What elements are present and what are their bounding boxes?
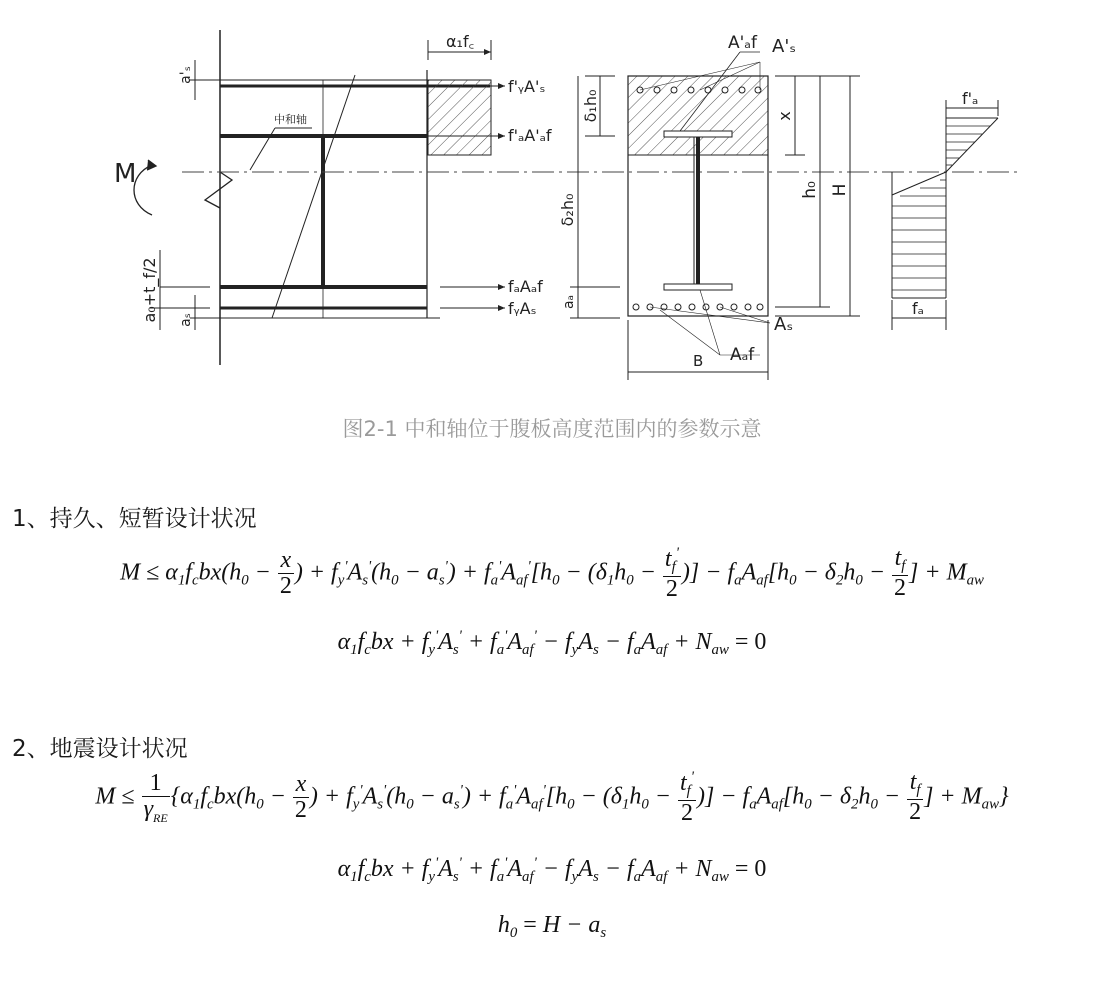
fa-bottom-stress-label: fₐ bbox=[912, 299, 924, 318]
B-dim: B bbox=[693, 352, 704, 370]
fy-as-top-label: f'ᵧA'ₛ bbox=[508, 77, 546, 96]
H-dim: H bbox=[830, 183, 850, 197]
fa-top-stress-label: f'ₐ bbox=[962, 89, 979, 108]
figure-caption: 图2-1 中和轴位于腹板高度范围内的参数示意 bbox=[342, 417, 762, 441]
gamma-symbol: γ bbox=[143, 796, 154, 823]
aaf-top-label: A'ₐf bbox=[728, 33, 757, 53]
section-diagram bbox=[0, 0, 1104, 400]
equation-force-seismic: $\alpha_1f_cbx + f_y'A_s' + f_a'A_{af}' - f_yA_s - f_aA_{af} + N_{aw} = 0$ bbox=[337, 855, 767, 886]
as-bottom-label: Aₛ bbox=[774, 314, 794, 335]
delta2-h0-dim: δ₂h₀ bbox=[558, 193, 577, 227]
alpha-fc-label: α₁f꜀ bbox=[446, 32, 475, 51]
equation-moment-persistent: $M \le \alpha_1f_cbx(h_0$ − $\frac{x}{2}$ ) + $f_y'A_s'(h_0 - a_s') + f_a'A_{af}'[h_0 - (\delta_1h_0$ − $\frac{t_f'}{2}$ )] − $f_aA_{af}[h_0 - \delta_2h_0$ − $\frac{t_f}{2}$ ] + $M_{aw}$ bbox=[120, 545, 984, 602]
delta1-h0-dim: δ₁h₀ bbox=[581, 89, 600, 123]
fa-aaf-top-label: f'ₐA'ₐf bbox=[508, 126, 552, 145]
cross-section bbox=[570, 52, 860, 380]
concrete-stress-block bbox=[428, 80, 491, 155]
a0-tf-dim: a₀+t_f/2 bbox=[140, 257, 159, 323]
fa-aaf-bottom-label: fₐAₐf bbox=[508, 277, 543, 296]
section-heading-persistent: 1、持久、短暂设计状况 bbox=[12, 506, 257, 532]
x-dim: x bbox=[775, 111, 794, 121]
aa-dim: aₐ bbox=[561, 294, 577, 310]
steel-stress-diagram bbox=[892, 100, 998, 330]
equation-moment-seismic: M ≤ $\frac{1}{\gamma_{RE}}$ {$\alpha_1f_cbx(h_0$ − $\frac{x}{2}$ ) + $f_y'A_s'(h_0 - a_s') + f_a'A_{af}'[h_0 - (\delta_1h_0$ − $\frac{t_f'}{2}$ )] − $f_aA_{af}[h_0 - \delta_2h_0$ − $\frac{t_f}{2}$ ] + $M_{aw}$} bbox=[95, 769, 1009, 826]
moment-label: M bbox=[114, 159, 137, 189]
as-top-label: A'ₛ bbox=[772, 36, 796, 57]
h0-dim: h₀ bbox=[800, 181, 820, 199]
fy-as-bottom-label: fᵧAₛ bbox=[508, 299, 537, 318]
equation-h0: $h_0 = H - a_s$ bbox=[497, 912, 607, 942]
section-heading-seismic: 2、地震设计状况 bbox=[12, 736, 188, 762]
re-subscript: RE bbox=[153, 811, 168, 826]
as-bottom-dim: aₛ bbox=[178, 313, 194, 327]
equation-force-persistent: $\alpha_1f_cbx + f_y'A_s' + f_a'A_{af}' - f_yA_s - f_aA_{af} + N_{aw} = 0$ bbox=[337, 628, 767, 659]
as-top-dim: a'ₛ bbox=[178, 66, 194, 84]
aaf-bottom-label: Aₐf bbox=[730, 345, 755, 365]
neutral-axis-label: 中和轴 bbox=[274, 113, 307, 126]
moment-arrow bbox=[134, 160, 156, 215]
